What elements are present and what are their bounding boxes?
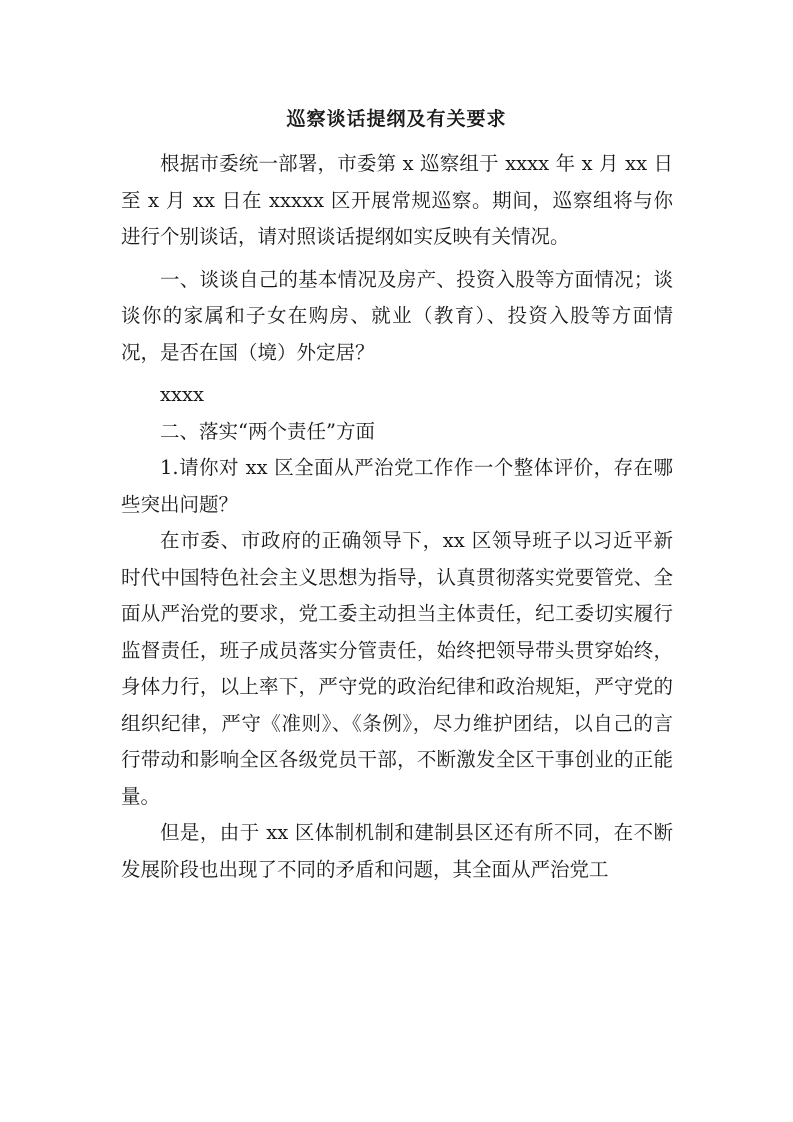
paragraph-however: 但是，由于 xx 区体制机制和建制县区还有所不同，在不断发展阶段也出现了不同的矛盾和问题，其全面从严治党工 bbox=[121, 821, 673, 881]
paragraph-intro: 根据市委统一部署，市委第 x 巡察组于 xxxx 年 x 月 xx 日至 x 月 xx 日在 xxxxx 区开展常规巡察。期间，巡察组将与你进行个别谈话，请对照谈话提纲如实反映有关情况。 bbox=[121, 152, 673, 248]
question-1: 1.请你对 xx 区全面从严治党工作作一个整体评价，存在哪些突出问题？ bbox=[121, 456, 673, 516]
paragraph-item-1: 一、谈谈自己的基本情况及房产、投资入股等方面情况；谈谈你的家属和子女在购房、就业（教育）、投资入股等方面情况，是否在国（境）外定居？ bbox=[121, 267, 673, 364]
document-title: 巡察谈话提纲及有关要求 bbox=[286, 108, 507, 130]
section-heading-2: 二、落实“两个责任”方面 bbox=[160, 419, 375, 443]
document-body bbox=[121, 146, 673, 888]
paragraph-answer: 在市委、市政府的正确领导下，xx 区领导班子以习近平新时代中国特色社会主义思想为指导，认真贯彻落实党要管党、全面从严治党的要求，党工委主动担当主体责任，纪工委切实履行监督责任，班子成员落实分管责任，始终把领导带头贯穿始终，身体力行，以上率下，严守党的政治纪律和政治规矩，严守党的组织纪律，严守《准则》、《条例》，尽力维护团结，以自己的言行带动和影响全区各级党员干部，不断激发全区干事创业的正能量。 bbox=[121, 529, 673, 808]
paragraph-placeholder: xxxx bbox=[160, 383, 204, 406]
